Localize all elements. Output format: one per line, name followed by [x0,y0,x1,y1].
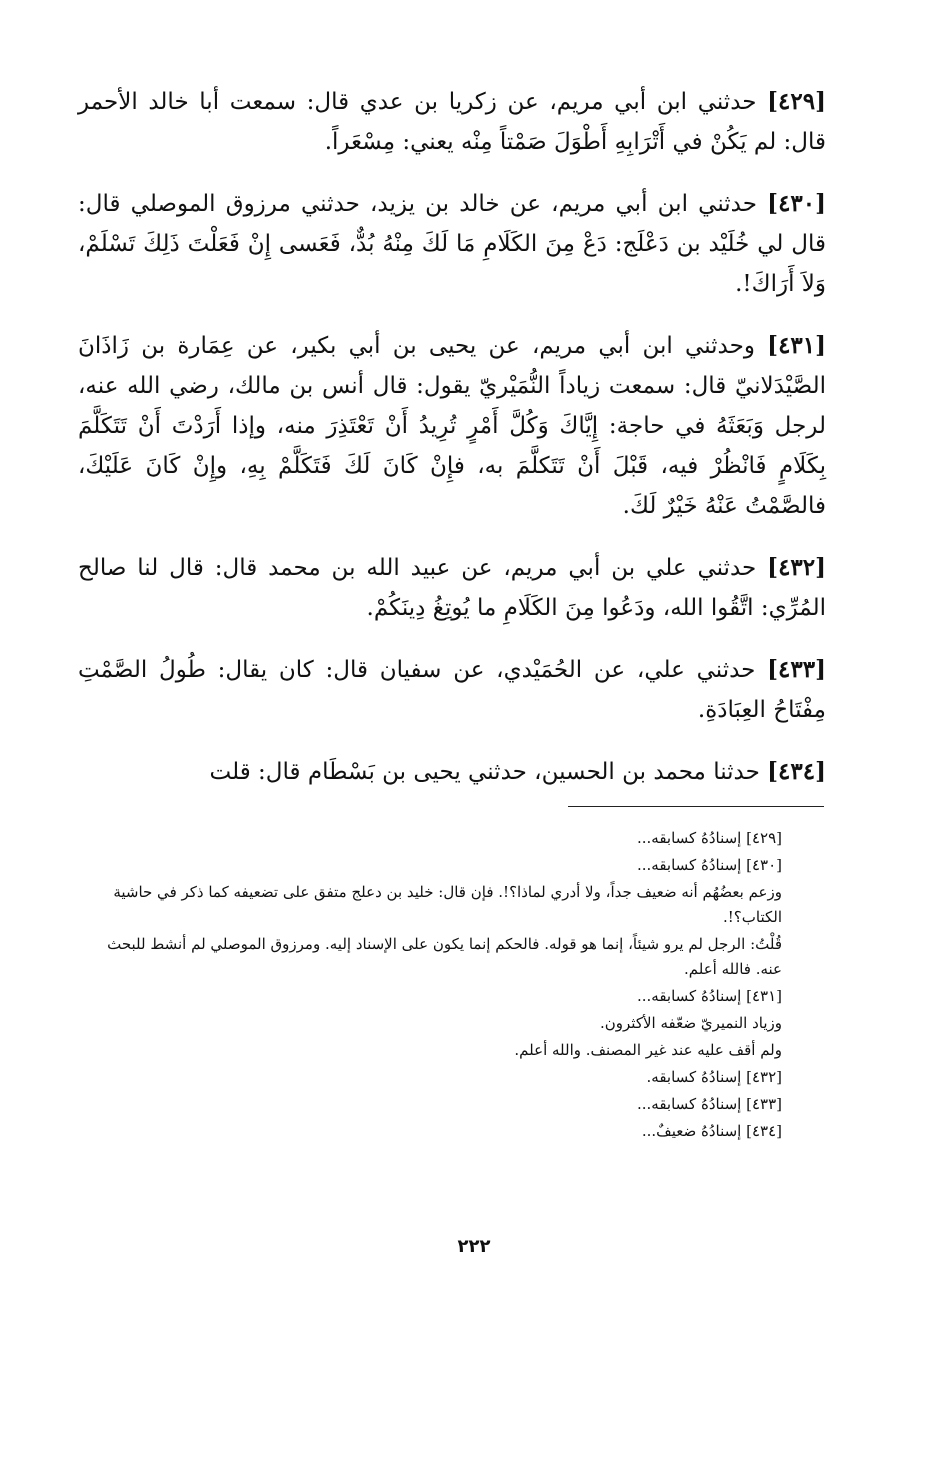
footnote-line: [٤٣٣] إسنادُهُ كسابقه... [637,1095,782,1113]
hadith-paragraph [78,82,826,162]
hadith-paragraph [78,752,826,792]
hadith-text: حدثني علي بن أبي مريم، عن عبيد الله بن محمد قال: قال لنا صالح المُرِّي: اتَّقُوا الله، ودَعُوا مِنَ الكَلَامِ ما يُوتِغُ دِينَكُمْ. [78,555,826,621]
hadith-text: حدثني علي، عن الحُمَيْدي، عن سفيان قال: كان يقال: طُولُ الصَّمْتِ مِفْتَاحُ العِبَادَةِ. [78,657,826,723]
hadith-number: [٤٣٣] [767,656,826,683]
hadith-paragraph [78,184,826,304]
hadith-text: وحدثني ابن أبي مريم، عن يحيى بن أبي بكير، عن عِمَارة بن زَاذَانَ الصَّيْدَلانيّ قال: سمعت زياداً النُّمَيْريّ يقول: قال أنس بن مالك، رضي الله عنه، لرجل وَبَعَثَهُ في حاجة: إِيَّاكَ وَكُلَّ أَمْرٍ تُرِيدُ أَنْ تَعْتَذِرَ منه، وإذا أَرَدْتَ أَنْ تَتَكَلَّمَ بِكَلَامٍ فَانْظُرْ فيه، قَبْلَ أَنْ تَتَكلَّمَ به، فإِنْ كَانَ لَكَ فَتَكَلَّمْ بِهِ، وإِنْ كَانَ عَلَيْكَ، فالصَّمْتُ عَنْهُ خَيْرٌ لَكَ. [78,333,826,519]
footnote-line: [٤٢٩] إسنادُهُ كسابقه... [637,829,782,847]
page-number: ٢٢٢ [457,1236,491,1257]
footnotes [92,826,824,1146]
footnote-divider [568,806,824,807]
footnote-line: ولم أقف عليه عند غير المصنف. والله أعلم. [514,1041,782,1059]
footnote-line: [٤٣١] إسنادُهُ كسابقه... [637,987,782,1005]
hadith-text: حدثني ابن أبي مريم، عن خالد بن يزيد، حدثني مرزوق الموصلي قال: قال لي خُلَيْد بن دَعْلَج: دَعْ مِنَ الكَلَامِ مَا لَكَ مِنْهُ بُدٌّ، فَعَسى إِنْ فَعَلْتَ ذَلِكَ تَسْلَمْ، وَلاَ أَرَاكَ!. [78,191,826,297]
hadith-text: حدثنا محمد بن الحسين، حدثني يحيى بن بَسْطَام قال: قلت [209,759,760,785]
footnote-line: [٤٣٠] إسنادُهُ كسابقه... [637,856,782,874]
hadith-number: [٤٣٠] [767,190,827,217]
footnote-line: قُلْتُ: الرجل لم يرو شيئاً، إنما هو قوله. فالحكم إنما يكون على الإسناد إليه. ومرزوق الموصلي لم أنشط للبحث عنه. فالله أعلم. [107,935,782,978]
hadith-paragraph [78,326,826,526]
footnote-line: [٤٣٢] إسنادُهُ كسابقه. [646,1068,782,1086]
hadith-number: [٤٣٢] [767,554,827,581]
hadith-number: [٤٣١] [767,332,827,359]
main-text [78,82,826,814]
hadith-number: [٤٢٩] [767,88,826,115]
hadith-number: [٤٣٤] [767,758,826,785]
hadith-paragraph [78,548,826,628]
hadith-text: حدثني ابن أبي مريم، عن زكريا بن عدي قال: سمعت أبا خالد الأحمر قال: لم يَكُنْ في أَتْرَابِهِ أَطْوَلَ صَمْتاً مِنْه يعني: مِسْعَراً. [78,89,826,155]
hadith-paragraph [78,650,826,730]
footnote-line: [٤٣٤] إسنادُهُ ضعيفٌ... [641,1122,782,1140]
footnote-line: وزياد النميريّ ضعّفه الأكثرون. [600,1014,782,1032]
footnote-line: وزعم بعضُهُم أنه ضعيف جداً، ولا أدري لماذا؟!. فإن قال: خليد بن دعلج متفق على تضعيفه كما ذكر في حاشية الكتاب؟!. [113,883,782,926]
